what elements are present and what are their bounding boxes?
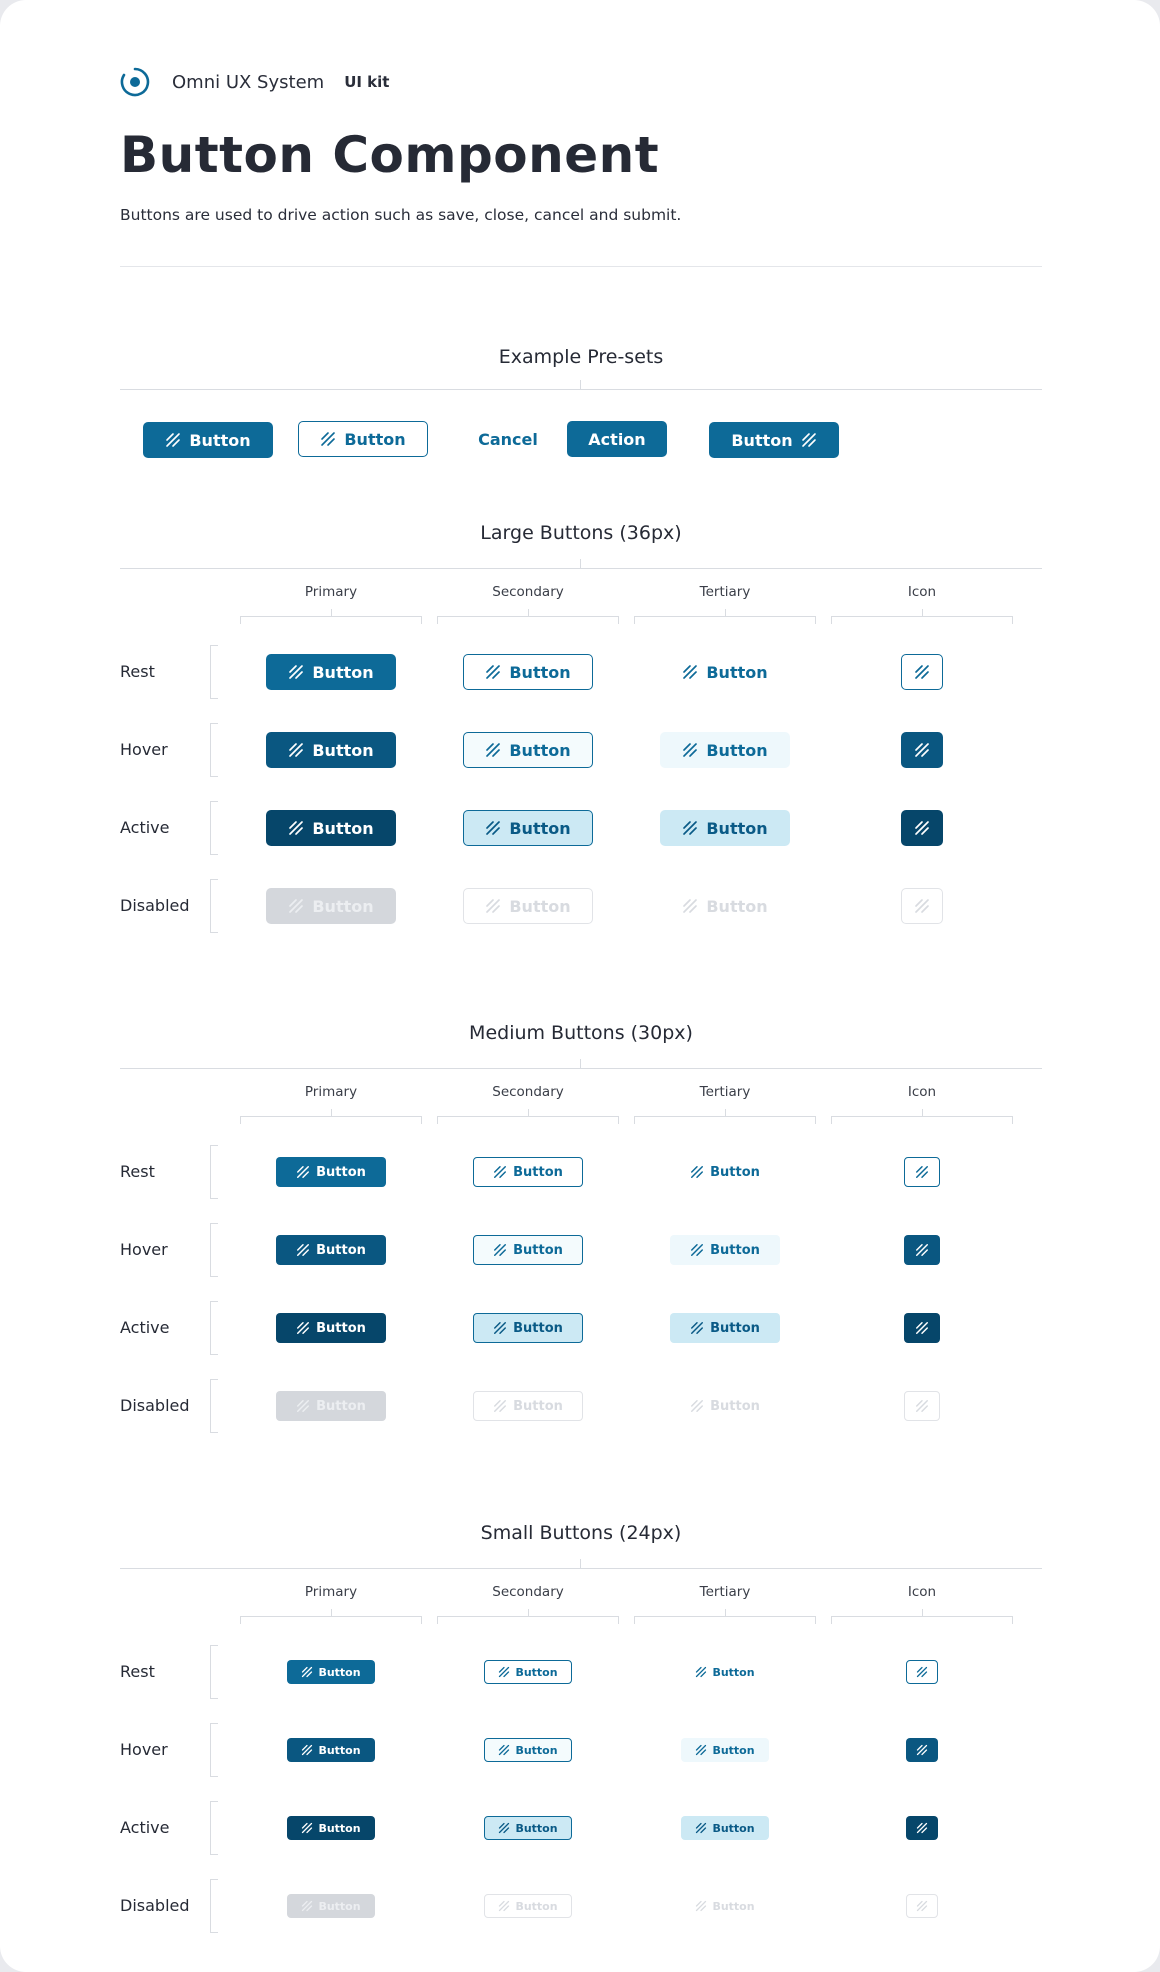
- hatch-icon: [682, 664, 698, 680]
- hatch-icon: [690, 1321, 704, 1335]
- large-row-label-hover: Hover: [120, 740, 168, 759]
- medium-primary-hover-button[interactable]: [276, 1235, 386, 1265]
- medium-column-bracket: [831, 1116, 1013, 1124]
- medium-column-header-secondary: Secondary: [492, 1084, 564, 1100]
- hatch-icon: [498, 1900, 510, 1912]
- brand-header: [120, 66, 389, 98]
- medium-tertiary-disabled-button: [670, 1391, 780, 1421]
- large-row-bracket: [210, 879, 218, 933]
- button-label: Button: [513, 1398, 563, 1414]
- large-secondary-active-button[interactable]: [463, 810, 593, 846]
- medium-column-bracket: [634, 1116, 816, 1124]
- medium-secondary-disabled-button: [473, 1391, 583, 1421]
- hatch-icon: [695, 1822, 707, 1834]
- medium-section-title: Medium Buttons (30px): [469, 1022, 693, 1044]
- medium-icon-hover-button[interactable]: [904, 1235, 940, 1265]
- button-label: Button: [710, 1398, 760, 1414]
- large-secondary-hover-button[interactable]: [463, 732, 593, 768]
- button-label: Button: [318, 1821, 361, 1835]
- hatch-icon: [296, 1165, 310, 1179]
- medium-icon-active-button[interactable]: [904, 1313, 940, 1343]
- large-icon-active-button[interactable]: [901, 810, 943, 846]
- button-label: Button: [710, 1164, 760, 1180]
- button-label: Button: [706, 818, 768, 838]
- medium-column-header-primary: Primary: [304, 1084, 358, 1100]
- hatch-icon: [485, 742, 501, 758]
- button-label: Button: [712, 1899, 755, 1913]
- large-tertiary-hover-button[interactable]: [660, 732, 790, 768]
- medium-column-bracket: [240, 1116, 422, 1124]
- small-tertiary-hover-button[interactable]: [681, 1738, 769, 1762]
- medium-row-bracket: [210, 1223, 218, 1277]
- small-row-bracket: [210, 1645, 218, 1699]
- large-secondary-rest-button[interactable]: [463, 654, 593, 690]
- button-label: Button: [312, 662, 374, 682]
- header-divider: [120, 266, 1042, 267]
- hatch-icon: [301, 1744, 313, 1756]
- preset-primary-icon-left-button[interactable]: Button: [143, 422, 273, 458]
- small-column-header-primary: Primary: [304, 1584, 358, 1600]
- presets-rule: [120, 389, 1042, 390]
- large-row-label-disabled: Disabled: [120, 896, 190, 915]
- button-label: Button: [515, 1899, 558, 1913]
- hatch-icon: [916, 1666, 928, 1678]
- hatch-icon: [695, 1900, 707, 1912]
- button-label: Button: [509, 662, 571, 682]
- button-label: Button: [318, 1665, 361, 1679]
- button-label: Button: [513, 1242, 563, 1258]
- button-label: Button: [312, 818, 374, 838]
- button-label: Button: [316, 1164, 366, 1180]
- small-icon-rest-button[interactable]: [906, 1660, 938, 1684]
- small-row-bracket: [210, 1801, 218, 1855]
- medium-row-label-rest: Rest: [120, 1162, 155, 1181]
- hatch-icon: [915, 1399, 929, 1413]
- small-column-bracket: [634, 1616, 816, 1624]
- button-label: Button: [509, 818, 571, 838]
- large-primary-hover-button[interactable]: [266, 732, 396, 768]
- small-column-bracket: [831, 1616, 1013, 1624]
- hatch-icon: [695, 1744, 707, 1756]
- button-label: Button: [710, 1242, 760, 1258]
- button-label: Button: [316, 1320, 366, 1336]
- hatch-icon: [288, 898, 304, 914]
- hatch-icon: [690, 1243, 704, 1257]
- small-row-label-rest: Rest: [120, 1662, 155, 1681]
- large-primary-active-button[interactable]: [266, 810, 396, 846]
- button-label: Button: [712, 1743, 755, 1757]
- small-icon-hover-button[interactable]: [906, 1738, 938, 1762]
- small-secondary-rest-button[interactable]: [484, 1660, 572, 1684]
- preset-primary-icon-right-button[interactable]: Button: [709, 422, 839, 458]
- medium-tertiary-rest-button[interactable]: [670, 1157, 780, 1187]
- hatch-icon: [288, 742, 304, 758]
- medium-primary-rest-button[interactable]: [276, 1157, 386, 1187]
- small-column-bracket: [240, 1616, 422, 1624]
- button-label: Button: [312, 896, 374, 916]
- small-icon-disabled-button: [906, 1894, 938, 1918]
- hatch-icon: [296, 1321, 310, 1335]
- large-row-label-active: Active: [120, 818, 170, 837]
- hatch-icon: [485, 898, 501, 914]
- hatch-icon: [493, 1399, 507, 1413]
- hatch-icon: [485, 820, 501, 836]
- medium-row-bracket: [210, 1145, 218, 1199]
- hatch-icon: [915, 1243, 929, 1257]
- medium-row-label-active: Active: [120, 1318, 170, 1337]
- large-column-header-secondary: Secondary: [492, 584, 564, 600]
- small-section-title: Small Buttons (24px): [480, 1522, 682, 1544]
- small-primary-active-button[interactable]: [287, 1816, 375, 1840]
- medium-row-label-disabled: Disabled: [120, 1396, 190, 1415]
- button-label: Button: [318, 1743, 361, 1757]
- medium-icon-disabled-button: [904, 1391, 940, 1421]
- medium-tertiary-hover-button[interactable]: [670, 1235, 780, 1265]
- large-column-bracket: [437, 616, 619, 624]
- page-title: Button Component: [120, 126, 660, 184]
- button-label: Button: [513, 1164, 563, 1180]
- hatch-icon: [320, 431, 336, 447]
- small-secondary-active-button[interactable]: [484, 1816, 572, 1840]
- medium-primary-active-button[interactable]: [276, 1313, 386, 1343]
- preset-action-button[interactable]: Action: [567, 421, 667, 457]
- hatch-icon: [301, 1822, 313, 1834]
- hatch-icon: [498, 1666, 510, 1678]
- large-column-bracket: [831, 616, 1013, 624]
- preset-cancel-button[interactable]: Cancel: [478, 429, 538, 449]
- hatch-icon: [288, 664, 304, 680]
- hatch-icon: [914, 664, 930, 680]
- button-label: Button: [316, 1242, 366, 1258]
- page-description: Buttons are used to drive action such as save, close, cancel and submit.: [120, 206, 682, 224]
- small-column-header-icon: Icon: [907, 1584, 937, 1600]
- button-label: Button: [706, 662, 768, 682]
- small-tertiary-rest-button[interactable]: [681, 1660, 769, 1684]
- button-label: Button: [706, 896, 768, 916]
- preset-secondary-icon-left-button[interactable]: Button: [298, 421, 428, 457]
- hatch-icon: [301, 1900, 313, 1912]
- small-row-bracket: [210, 1723, 218, 1777]
- medium-row-bracket: [210, 1301, 218, 1355]
- button-label: Button: [312, 740, 374, 760]
- button-label: Button: [712, 1821, 755, 1835]
- small-primary-disabled-button: [287, 1894, 375, 1918]
- large-section-rule: [120, 568, 1042, 569]
- medium-column-bracket: [437, 1116, 619, 1124]
- hatch-icon: [682, 898, 698, 914]
- large-icon-hover-button[interactable]: [901, 732, 943, 768]
- large-row-bracket: [210, 723, 218, 777]
- hatch-icon: [916, 1900, 928, 1912]
- medium-icon-rest-button[interactable]: [904, 1157, 940, 1187]
- hatch-icon: [914, 742, 930, 758]
- large-row-label-rest: Rest: [120, 662, 155, 681]
- large-row-bracket: [210, 645, 218, 699]
- large-column-header-icon: Icon: [907, 584, 937, 600]
- large-tertiary-active-button[interactable]: [660, 810, 790, 846]
- brand-kit-label: UI kit: [344, 73, 390, 91]
- medium-column-header-icon: Icon: [907, 1084, 937, 1100]
- hatch-icon: [165, 432, 181, 448]
- button-label: Button: [316, 1398, 366, 1414]
- hatch-icon: [498, 1744, 510, 1756]
- small-row-bracket: [210, 1879, 218, 1933]
- small-primary-rest-button[interactable]: [287, 1660, 375, 1684]
- hatch-icon: [914, 820, 930, 836]
- large-row-bracket: [210, 801, 218, 855]
- large-tertiary-disabled-button: [660, 888, 790, 924]
- large-primary-disabled-button: [266, 888, 396, 924]
- hatch-icon: [916, 1744, 928, 1756]
- small-column-bracket: [437, 1616, 619, 1624]
- hatch-icon: [690, 1165, 704, 1179]
- small-primary-hover-button[interactable]: [287, 1738, 375, 1762]
- small-row-label-hover: Hover: [120, 1740, 168, 1759]
- medium-section-rule: [120, 1068, 1042, 1069]
- button-label: Button: [509, 740, 571, 760]
- medium-tertiary-active-button[interactable]: [670, 1313, 780, 1343]
- medium-secondary-active-button[interactable]: [473, 1313, 583, 1343]
- hatch-icon: [296, 1399, 310, 1413]
- small-tertiary-disabled-button: [681, 1894, 769, 1918]
- hatch-icon: [493, 1243, 507, 1257]
- hatch-icon: [682, 820, 698, 836]
- medium-row-label-hover: Hover: [120, 1240, 168, 1259]
- hatch-icon: [801, 432, 817, 448]
- hatch-icon: [288, 820, 304, 836]
- button-label: Button: [515, 1821, 558, 1835]
- hatch-icon: [301, 1666, 313, 1678]
- small-secondary-hover-button[interactable]: [484, 1738, 572, 1762]
- small-secondary-disabled-button: [484, 1894, 572, 1918]
- large-section-title: Large Buttons (36px): [480, 522, 682, 544]
- large-column-header-primary: Primary: [304, 584, 358, 600]
- small-icon-active-button[interactable]: [906, 1816, 938, 1840]
- hatch-icon: [914, 898, 930, 914]
- medium-secondary-hover-button[interactable]: [473, 1235, 583, 1265]
- hatch-icon: [915, 1165, 929, 1179]
- large-icon-disabled-button: [901, 888, 943, 924]
- hatch-icon: [690, 1399, 704, 1413]
- medium-column-header-tertiary: Tertiary: [699, 1084, 751, 1100]
- large-column-bracket: [634, 616, 816, 624]
- button-label: Button: [318, 1899, 361, 1913]
- hatch-icon: [296, 1243, 310, 1257]
- presets-title: Example Pre-sets: [498, 346, 664, 368]
- large-column-bracket: [240, 616, 422, 624]
- medium-secondary-rest-button[interactable]: [473, 1157, 583, 1187]
- medium-primary-disabled-button: [276, 1391, 386, 1421]
- hatch-icon: [695, 1666, 707, 1678]
- large-secondary-disabled-button: [463, 888, 593, 924]
- large-tertiary-rest-button[interactable]: [660, 654, 790, 690]
- hatch-icon: [493, 1165, 507, 1179]
- button-label: Button: [706, 740, 768, 760]
- button-label: Button: [515, 1665, 558, 1679]
- hatch-icon: [493, 1321, 507, 1335]
- small-tertiary-active-button[interactable]: [681, 1816, 769, 1840]
- button-label: Button: [515, 1743, 558, 1757]
- small-column-header-secondary: Secondary: [492, 1584, 564, 1600]
- hatch-icon: [916, 1822, 928, 1834]
- button-label: Button: [509, 896, 571, 916]
- large-column-header-tertiary: Tertiary: [699, 584, 751, 600]
- button-label: Button: [712, 1665, 755, 1679]
- small-column-header-tertiary: Tertiary: [699, 1584, 751, 1600]
- brand-name: Omni UX System: [172, 71, 325, 93]
- target-logo-icon: [120, 67, 150, 97]
- hatch-icon: [915, 1321, 929, 1335]
- button-label: Button: [513, 1320, 563, 1336]
- small-row-label-active: Active: [120, 1818, 170, 1837]
- large-icon-rest-button[interactable]: [901, 654, 943, 690]
- button-label: Button: [710, 1320, 760, 1336]
- hatch-icon: [682, 742, 698, 758]
- hatch-icon: [498, 1822, 510, 1834]
- small-section-rule: [120, 1568, 1042, 1569]
- large-primary-rest-button[interactable]: [266, 654, 396, 690]
- small-row-label-disabled: Disabled: [120, 1896, 190, 1915]
- medium-row-bracket: [210, 1379, 218, 1433]
- hatch-icon: [485, 664, 501, 680]
